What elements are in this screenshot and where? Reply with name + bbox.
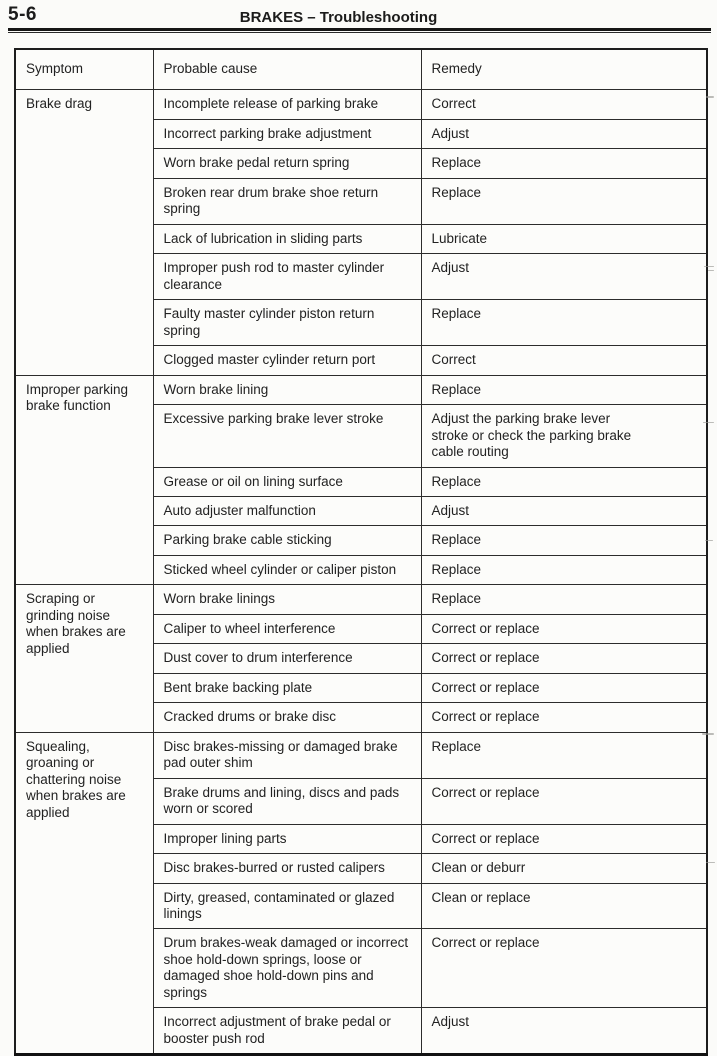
cause-cell bbox=[153, 614, 421, 643]
remedy-text: Adjust bbox=[431, 502, 470, 518]
cause-text: Disc brakes-burred or rusted calipers bbox=[163, 860, 385, 876]
remedy-text: Adjust bbox=[431, 260, 470, 276]
cause-text: Improper push rod to master cylinder clearance bbox=[163, 260, 385, 292]
remedy-cell bbox=[421, 496, 707, 525]
remedy-cell bbox=[421, 614, 707, 643]
column-header-remedy: Remedy bbox=[421, 49, 707, 90]
cause-cell bbox=[153, 300, 421, 346]
scan-artifact bbox=[708, 270, 714, 271]
symptom-cell: Improper parking brake function bbox=[15, 375, 153, 585]
remedy-text: Adjust bbox=[431, 125, 470, 141]
header-row bbox=[15, 49, 707, 90]
remedy-text: Correct or replace bbox=[431, 650, 540, 666]
symptom-cell: Brake drag bbox=[15, 90, 153, 375]
remedy-cell bbox=[421, 703, 707, 732]
remedy-text: Correct bbox=[431, 352, 476, 368]
scan-artifact bbox=[703, 422, 714, 423]
cause-cell bbox=[153, 585, 421, 614]
scan-artifact bbox=[706, 862, 715, 863]
cause-text: Grease or oil on lining surface bbox=[163, 473, 343, 489]
table-header bbox=[15, 49, 707, 90]
cause-cell bbox=[153, 824, 421, 853]
remedy-text: Replace bbox=[431, 306, 482, 322]
remedy-text: Replace bbox=[431, 561, 482, 577]
remedy-cell bbox=[421, 854, 707, 883]
cause-text: Caliper to wheel interference bbox=[163, 620, 336, 636]
cause-cell bbox=[153, 119, 421, 148]
cause-cell bbox=[153, 555, 421, 584]
cause-text: Faulty master cylinder piston return spring bbox=[163, 306, 375, 338]
table-row bbox=[15, 585, 707, 614]
cause-text: Worn brake lining bbox=[163, 381, 269, 397]
remedy-cell bbox=[421, 405, 707, 467]
cause-cell bbox=[153, 346, 421, 375]
table-body bbox=[15, 90, 707, 1055]
symptom-cell: Squealing, groaning or chattering noise when brakes are applied bbox=[15, 732, 153, 1055]
cause-cell bbox=[153, 883, 421, 929]
scan-artifact bbox=[705, 540, 713, 541]
remedy-cell bbox=[421, 732, 707, 778]
cause-cell bbox=[153, 644, 421, 673]
cause-cell bbox=[153, 178, 421, 224]
scan-artifact bbox=[704, 266, 714, 267]
remedy-cell bbox=[421, 883, 707, 929]
remedy-cell bbox=[421, 119, 707, 148]
cause-text: Worn brake pedal return spring bbox=[163, 155, 350, 171]
remedy-text: Correct or replace bbox=[431, 830, 540, 846]
remedy-text: Adjust the parking brake lever stroke or check the parking brake cable routing bbox=[431, 411, 632, 460]
cause-text: Auto adjuster malfunction bbox=[163, 502, 316, 518]
remedy-cell bbox=[421, 300, 707, 346]
remedy-cell bbox=[421, 673, 707, 702]
cause-cell bbox=[153, 254, 421, 300]
remedy-text: Replace bbox=[431, 381, 482, 397]
cause-cell bbox=[153, 673, 421, 702]
cause-text: Incorrect adjustment of brake pedal or booster push rod bbox=[163, 1014, 391, 1046]
remedy-cell bbox=[421, 346, 707, 375]
cause-text: Dirty, greased, contaminated or glazed linings bbox=[163, 889, 395, 921]
cause-text: Lack of lubrication in sliding parts bbox=[163, 230, 363, 246]
remedy-cell bbox=[421, 555, 707, 584]
remedy-cell bbox=[421, 254, 707, 300]
troubleshooting-table bbox=[14, 48, 708, 1056]
remedy-text: Replace bbox=[431, 184, 482, 200]
cause-text: Drum brakes-weak damaged or incorrect shoe hold-down springs, loose or damaged shoe hold-down pins and springs bbox=[163, 935, 409, 1000]
remedy-text: Correct or replace bbox=[431, 679, 540, 695]
cause-text: Improper lining parts bbox=[163, 830, 287, 846]
cause-cell bbox=[153, 224, 421, 253]
cause-cell bbox=[153, 90, 421, 119]
remedy-text: Correct or replace bbox=[431, 620, 540, 636]
cause-text: Parking brake cable sticking bbox=[163, 532, 332, 548]
remedy-cell bbox=[421, 224, 707, 253]
cause-text: Broken rear drum brake shoe return spring bbox=[163, 184, 379, 217]
cause-text: Bent brake backing plate bbox=[163, 679, 313, 695]
remedy-text: Correct bbox=[431, 96, 476, 112]
cause-cell bbox=[153, 467, 421, 496]
cause-cell bbox=[153, 405, 421, 467]
cause-cell bbox=[153, 496, 421, 525]
remedy-cell bbox=[421, 149, 707, 178]
header-rule bbox=[8, 28, 711, 33]
page-header bbox=[0, 0, 717, 28]
cause-text: Dust cover to drum interference bbox=[163, 650, 353, 666]
symptom-cell: Scraping or grinding noise when brakes are applied bbox=[15, 585, 153, 732]
page-number: 5-6 bbox=[8, 4, 37, 25]
cause-cell bbox=[153, 732, 421, 778]
cause-cell bbox=[153, 854, 421, 883]
remedy-text: Correct or replace bbox=[431, 935, 540, 951]
remedy-text: Clean or deburr bbox=[431, 860, 526, 876]
remedy-text: Replace bbox=[431, 473, 482, 489]
cause-cell bbox=[153, 526, 421, 555]
remedy-text: Lubricate bbox=[431, 230, 488, 246]
remedy-cell bbox=[421, 178, 707, 224]
cause-cell bbox=[153, 149, 421, 178]
cause-text: Cracked drums or brake disc bbox=[163, 709, 337, 725]
cause-text: Disc brakes-missing or damaged brake pad outer shim bbox=[163, 738, 398, 771]
cause-text: Clogged master cylinder return port bbox=[163, 352, 376, 368]
remedy-text: Replace bbox=[431, 591, 482, 607]
remedy-cell bbox=[421, 90, 707, 119]
remedy-cell bbox=[421, 644, 707, 673]
remedy-cell bbox=[421, 1008, 707, 1055]
scan-artifact bbox=[706, 96, 714, 98]
column-header-cause: Probable cause bbox=[153, 49, 421, 90]
cause-cell bbox=[153, 1008, 421, 1055]
cause-cell bbox=[153, 703, 421, 732]
remedy-cell bbox=[421, 929, 707, 1008]
cause-text: Incorrect parking brake adjustment bbox=[163, 125, 372, 141]
remedy-text: Replace bbox=[431, 155, 482, 171]
column-header-symptom: Symptom bbox=[15, 49, 153, 90]
remedy-cell bbox=[421, 778, 707, 824]
table-row bbox=[15, 732, 707, 778]
remedy-text: Correct or replace bbox=[431, 784, 540, 800]
table-row bbox=[15, 90, 707, 119]
remedy-cell bbox=[421, 585, 707, 614]
cause-cell bbox=[153, 375, 421, 404]
remedy-text: Replace bbox=[431, 532, 482, 548]
remedy-text: Adjust bbox=[431, 1014, 470, 1030]
cause-cell bbox=[153, 929, 421, 1008]
cause-text: Sticked wheel cylinder or caliper piston bbox=[163, 561, 397, 577]
scan-artifact bbox=[702, 733, 714, 735]
cause-text: Excessive parking brake lever stroke bbox=[163, 411, 384, 427]
remedy-text: Replace bbox=[431, 738, 482, 754]
cause-text: Brake drums and lining, discs and pads worn or scored bbox=[163, 784, 400, 817]
remedy-cell bbox=[421, 467, 707, 496]
cause-text: Incomplete release of parking brake bbox=[163, 96, 379, 112]
page-title: BRAKES – Troubleshooting bbox=[239, 9, 438, 26]
remedy-cell bbox=[421, 375, 707, 404]
remedy-text: Clean or replace bbox=[431, 889, 531, 905]
remedy-cell bbox=[421, 526, 707, 555]
remedy-text: Correct or replace bbox=[431, 709, 540, 725]
cause-cell bbox=[153, 778, 421, 824]
cause-text: Worn brake linings bbox=[163, 591, 276, 607]
remedy-cell bbox=[421, 824, 707, 853]
table-row bbox=[15, 375, 707, 404]
